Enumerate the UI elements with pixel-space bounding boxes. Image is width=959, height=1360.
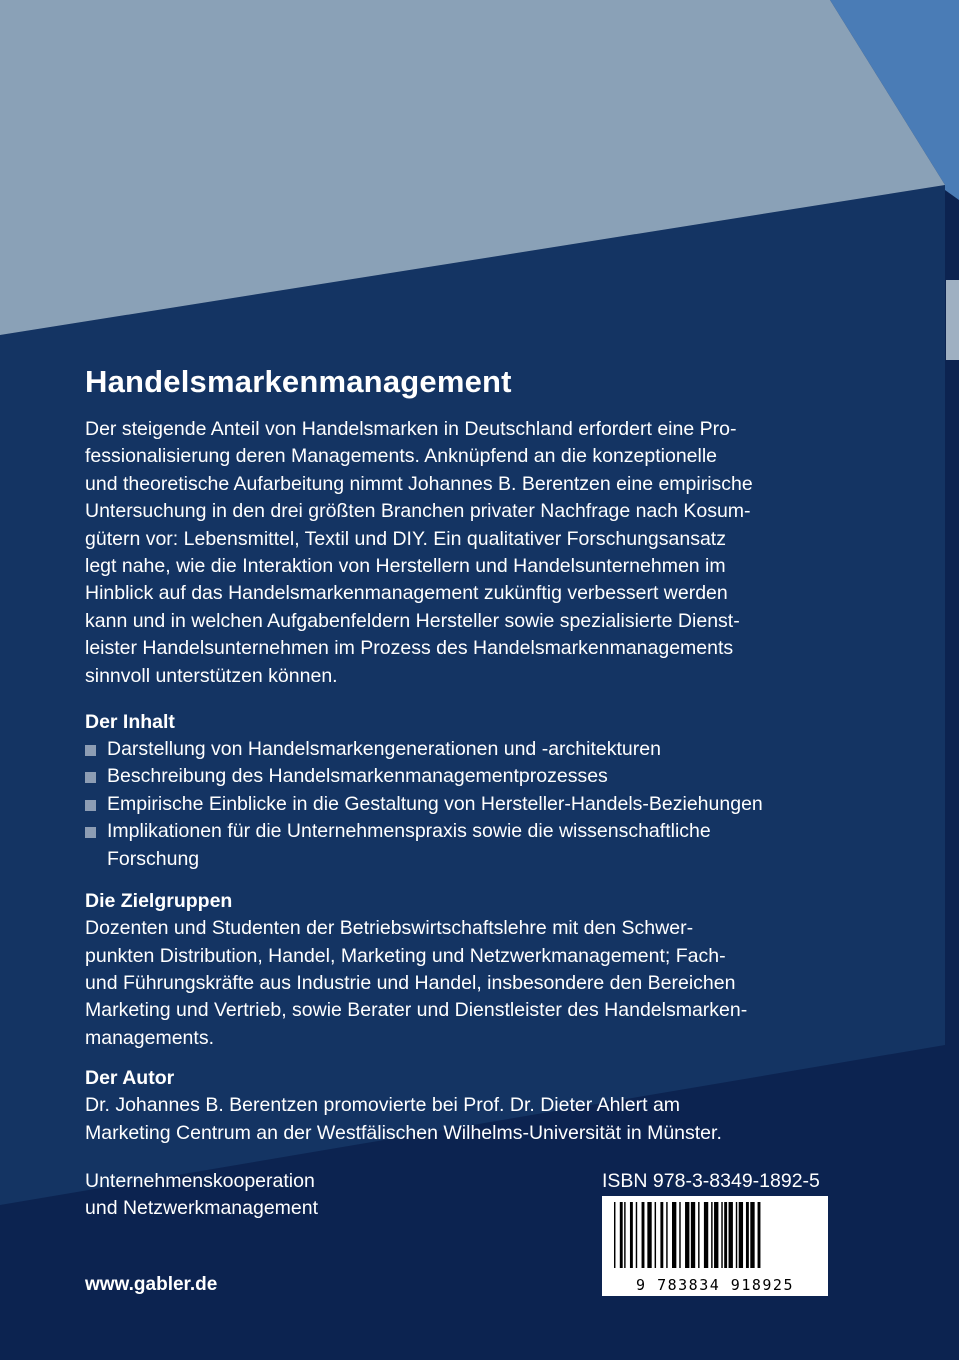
barcode-bar bbox=[724, 1202, 727, 1268]
barcode-bar bbox=[647, 1202, 651, 1268]
barcode-bar bbox=[660, 1202, 663, 1268]
barcode-bar bbox=[714, 1202, 718, 1268]
inhalt-heading: Der Inhalt bbox=[85, 711, 175, 734]
intro-paragraph bbox=[85, 416, 865, 690]
barcode-digits: 9 783834 918925 bbox=[636, 1276, 794, 1294]
inhalt-item-line: Beschreibung des Handelsmarkenmanagementprozesses bbox=[107, 765, 608, 788]
series-name bbox=[85, 1168, 318, 1223]
zielgruppen-line: punkten Distribution, Handel, Marketing und Netzwerkmanagement; Fach- bbox=[85, 944, 726, 967]
intro-line: legt nahe, wie die Interaktion von Herstellern und Handelsunternehmen im bbox=[85, 555, 726, 578]
zielgruppen-heading: Die Zielgruppen bbox=[85, 890, 233, 913]
barcode-bar bbox=[750, 1202, 754, 1268]
inhalt-item-line: Darstellung von Handelsmarkengenerationen und -architekturen bbox=[107, 738, 661, 761]
autor-heading: Der Autor bbox=[85, 1067, 175, 1090]
zielgruppen-line: Dozenten und Studenten der Betriebswirtschaftslehre mit den Schwer- bbox=[85, 917, 694, 940]
intro-line: sinnvoll unterstützen können. bbox=[85, 664, 338, 687]
intro-line: Hinblick auf das Handelsmarkenmanagement zukünftig verbessert werden bbox=[85, 582, 728, 605]
publisher-website: www.gabler.de bbox=[85, 1274, 218, 1295]
isbn-barcode bbox=[602, 1196, 828, 1296]
barcode-bar bbox=[655, 1202, 656, 1268]
section-zielgruppen bbox=[85, 887, 865, 1052]
barcode-bar bbox=[746, 1202, 749, 1268]
barcode-bar bbox=[620, 1202, 623, 1268]
inhalt-list-item bbox=[85, 736, 865, 763]
zielgruppen-line: und Führungskräfte aus Industrie und Handel, insbesondere den Bereichen bbox=[85, 971, 736, 994]
isbn-number: ISBN 978-3-8349-1892-5 bbox=[602, 1170, 820, 1192]
barcode-bar bbox=[739, 1202, 743, 1268]
inhalt-item-line: Empirische Einblicke in die Gestaltung von Hersteller-Handels-Beziehungen bbox=[107, 792, 763, 815]
barcode-bar bbox=[729, 1202, 733, 1268]
back-cover-text bbox=[85, 360, 865, 1147]
series-line: Unternehmenskooperation bbox=[85, 1170, 315, 1192]
barcode-bar bbox=[636, 1202, 637, 1268]
barcode-bar bbox=[642, 1202, 645, 1268]
zielgruppen-text bbox=[85, 915, 865, 1052]
inhalt-item-line: Forschung bbox=[107, 847, 200, 870]
inhalt-list bbox=[85, 736, 865, 873]
intro-line: kann und in welchen Aufgabenfeldern Hersteller sowie spezialisierte Dienst- bbox=[85, 609, 740, 632]
barcode-bar bbox=[721, 1202, 722, 1268]
barcode-bar bbox=[704, 1202, 708, 1268]
series-line: und Netzwerkmanagement bbox=[85, 1197, 319, 1220]
barcode-bar bbox=[698, 1202, 699, 1268]
barcode-bar bbox=[672, 1202, 676, 1268]
intro-line: gütern vor: Lebensmittel, Textil und DIY. Ein qualitativer Forschungsansatz bbox=[85, 527, 726, 550]
barcode-bar bbox=[711, 1202, 712, 1268]
intro-line: Untersuchung in den drei größten Branchen privater Nachfrage nach Kosum- bbox=[85, 500, 751, 523]
barcode-bar bbox=[685, 1202, 689, 1268]
intro-line: Der steigende Anteil von Handelsmarken in Deutschland erfordert eine Pro- bbox=[85, 418, 737, 440]
barcode-bars bbox=[602, 1196, 828, 1276]
autor-line: Dr. Johannes B. Berentzen promovierte bei Prof. Dr. Dieter Ahlert am bbox=[85, 1094, 681, 1117]
inhalt-item-line: Implikationen für die Unternehmenspraxis sowie die wissenschaftliche bbox=[107, 820, 711, 843]
section-inhalt bbox=[85, 708, 865, 873]
section-autor bbox=[85, 1064, 865, 1147]
inhalt-list-item bbox=[85, 791, 865, 818]
inhalt-list-item bbox=[85, 763, 865, 790]
barcode-bar bbox=[691, 1202, 695, 1268]
barcode-bar bbox=[630, 1202, 633, 1268]
autor-text bbox=[85, 1092, 865, 1147]
barcode-bar bbox=[758, 1202, 761, 1268]
barcode-bar bbox=[666, 1202, 667, 1268]
intro-line: leister Handelsunternehmen im Prozess des Handelsmarkenmanagements bbox=[85, 637, 734, 660]
inhalt-list-item bbox=[85, 818, 865, 873]
zielgruppen-line: managements. bbox=[85, 1026, 214, 1049]
barcode-bar bbox=[614, 1202, 615, 1268]
book-title: Handelsmarkenmanagement bbox=[85, 364, 512, 399]
barcode-bar bbox=[624, 1202, 625, 1268]
side-tab bbox=[946, 280, 959, 360]
intro-line: und theoretische Aufarbeitung nimmt Johannes B. Berentzen eine empirische bbox=[85, 472, 753, 495]
autor-line: Marketing Centrum an der Westfälischen Wilhelms-Universität in Münster. bbox=[85, 1121, 722, 1144]
barcode-bar bbox=[736, 1202, 737, 1268]
intro-line: fessionalisierung deren Managements. Anknüpfend an die konzeptionelle bbox=[85, 445, 718, 468]
barcode-bar bbox=[679, 1202, 680, 1268]
zielgruppen-line: Marketing und Vertrieb, sowie Berater und Dienstleister des Handelsmarken- bbox=[85, 999, 748, 1022]
